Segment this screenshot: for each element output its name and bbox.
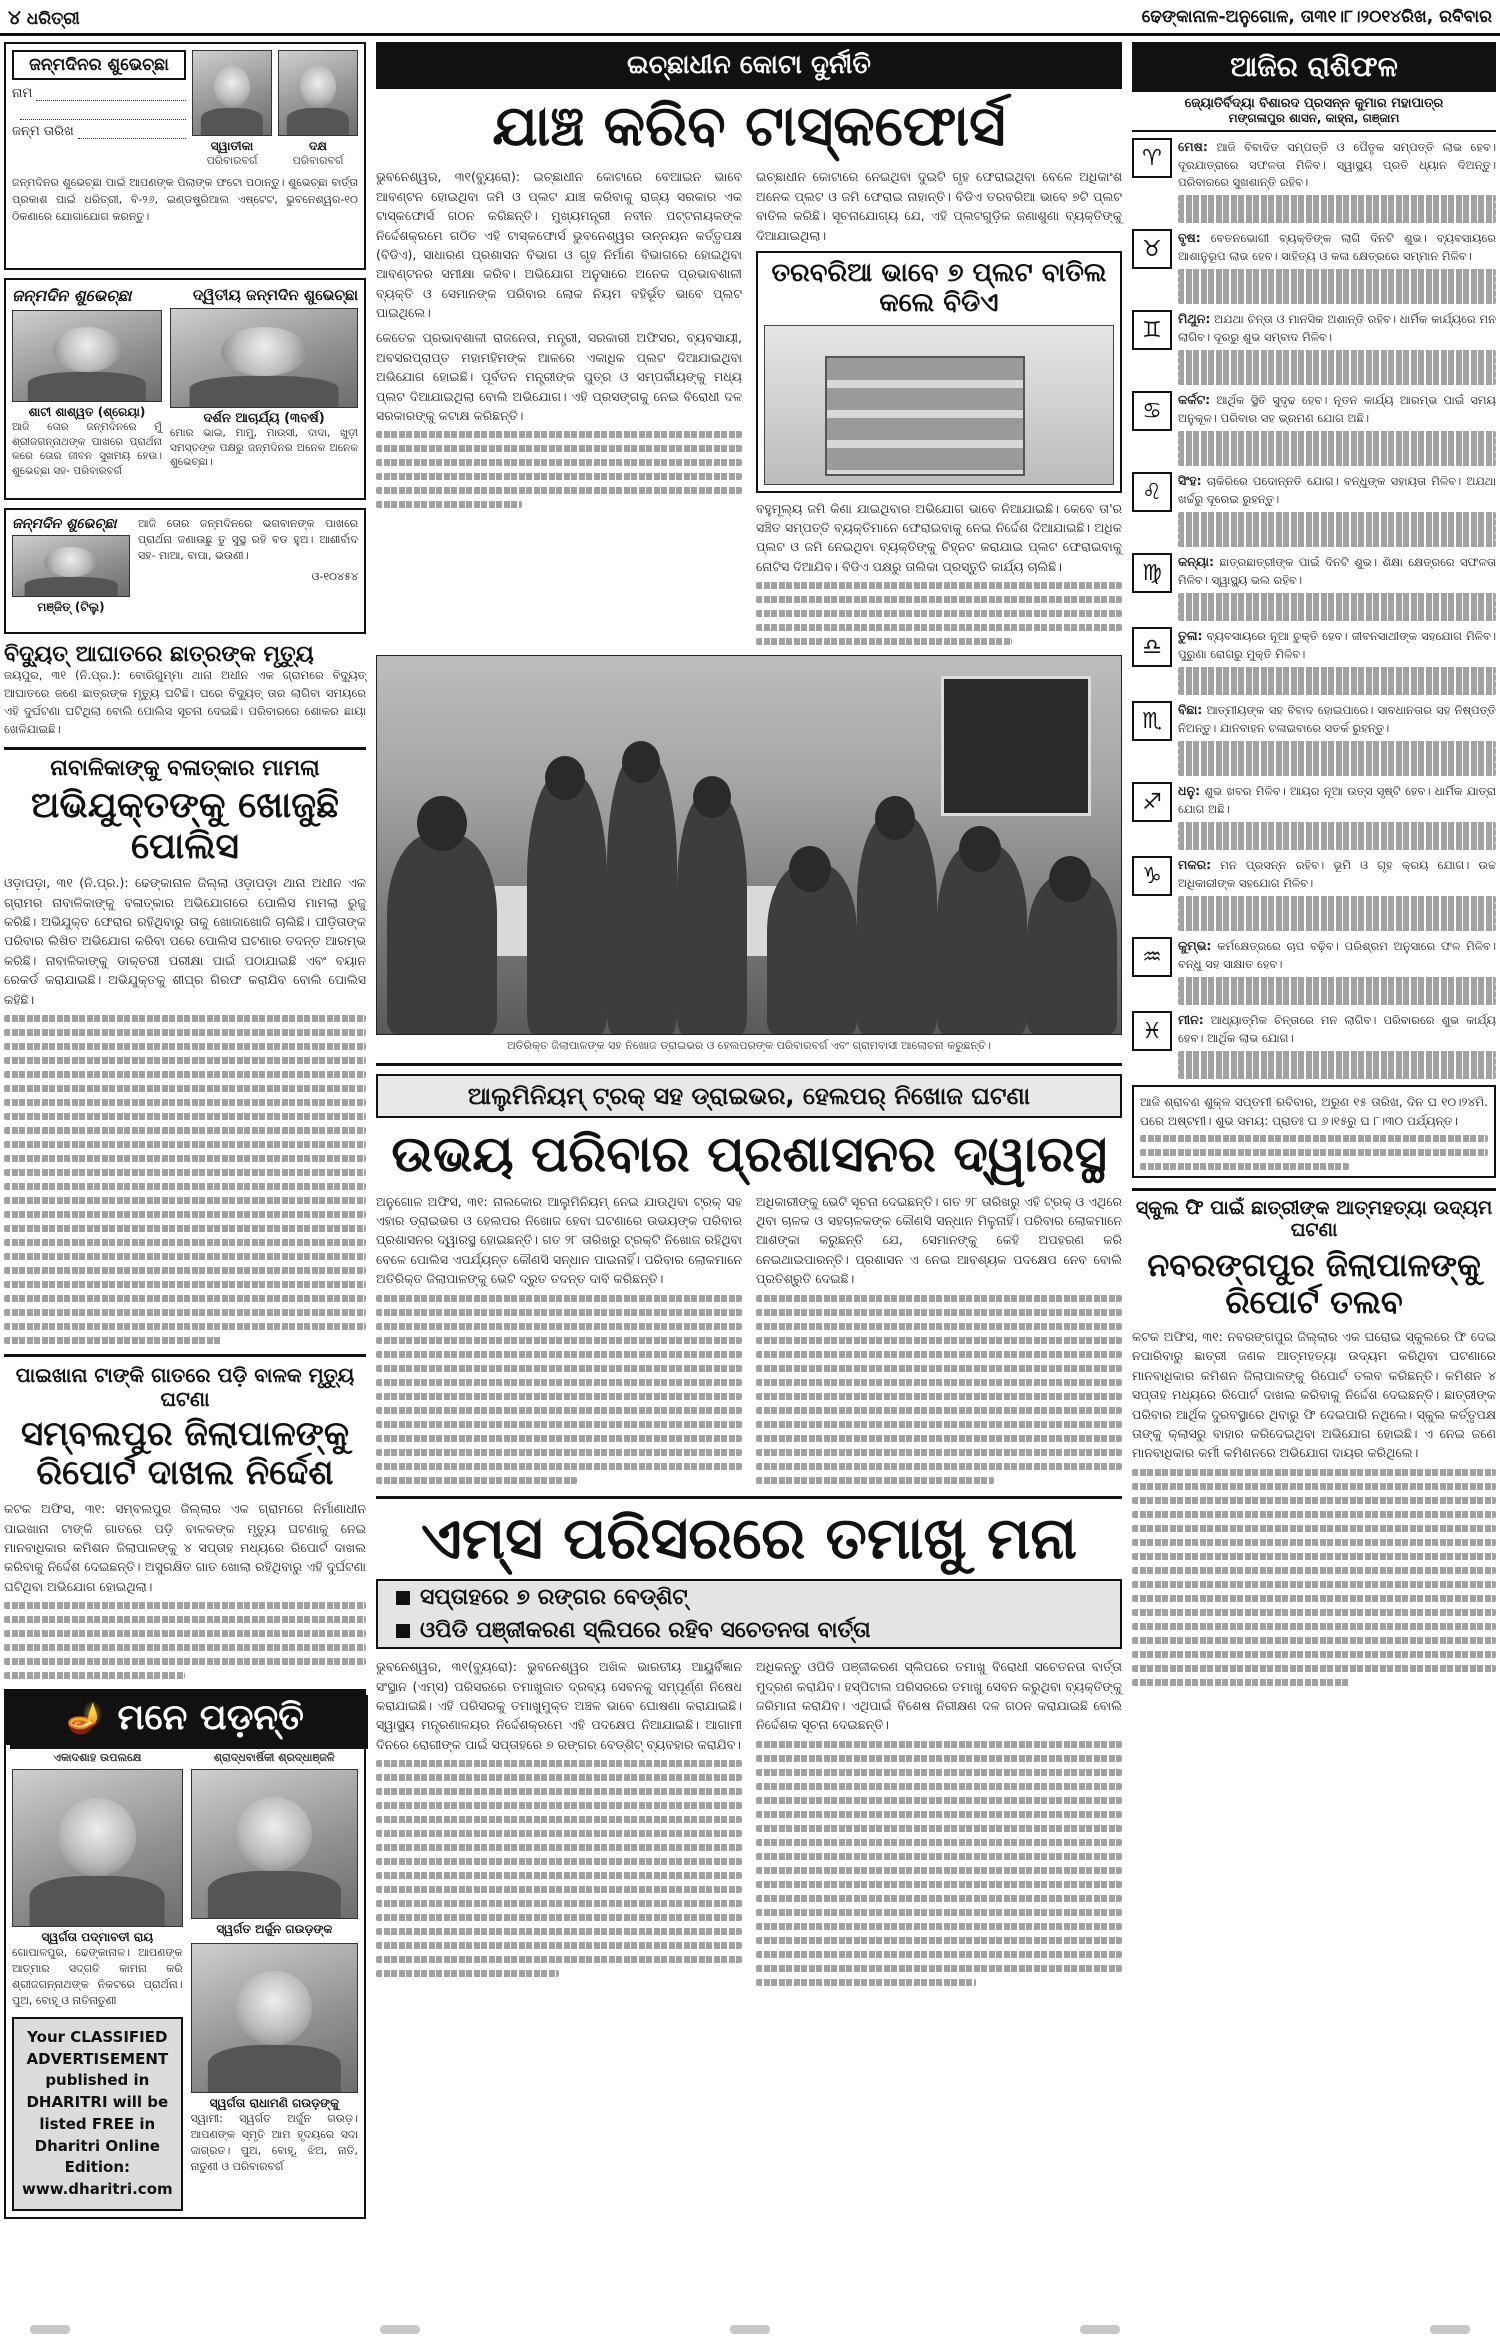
panchanga-box <box>1132 1085 1496 1178</box>
aluminium-headline: ଉଭୟ ପରିବାର ପ୍ରଶାସନର ଦ୍ୱାରସ୍ଥ <box>391 1125 1107 1184</box>
ms-col2: ଅଧିକନ୍ତୁ ଓପିଡି ପଞ୍ଜୀକରଣ ସ୍ଲିପରେ ତମାଖୁ ବିରୋଧୀ ସଚେତନତା ବାର୍ତ୍ତା ମୁଦ୍ରଣ କରାଯିବ। ହସ୍ପିଟାଲ ପରିସରରେ ତମାଖୁ ସେବନ କରୁଥିବା ବ୍ୟକ୍ତିଙ୍କୁ ଜରିମାନା କରାଯିବ। ଏଥିପାଇଁ ବିଶେଷ ନିରୀକ୍ଷଣ ଦଳ ଗଠନ କରାଯାଇଛି ବୋଲି ନିର୍ଦ୍ଦେଶକ ସୂଚନା ଦେଇଛନ୍ତି। <box>756 1659 1122 1733</box>
page-number: ୪ <box>8 4 21 29</box>
edition-date: ଢେଙ୍କାନାଳ-ଅନୁଗୋଳ, ତା୩୧।୮।୨୦୧୪ରିଖ, ରବିବାର <box>1141 6 1492 27</box>
person2-photo <box>191 1769 358 1919</box>
panchanga-more <box>1140 1135 1488 1170</box>
paper-name: ଧରିତ୍ରୀ <box>26 8 80 29</box>
page-masthead <box>8 5 80 29</box>
lead-subheadline: ତରବରିଆ ଭାବେ ୭ ପ୍ଲଟ ବାତିଲ କଲେ ବିଡିଏ <box>771 257 1107 318</box>
card3-title: ଦ୍ୱିତୀୟ ଜନ୍ମଦିନ ଶୁଭେଚ୍ଛା <box>192 286 358 304</box>
horoscope-sign: ♋ କର୍କଟ: ଆର୍ଥିକ ସ୍ଥିତି ସୁଦୃଢ ହେବ। ନୂତନ କାର୍ଯ୍ୟ ଆରମ୍ଭ ପାଇଁ ସମୟ ଅନୁକୂଳ। ପରିବାର ସହ ଭ୍ରମଣ ଯୋଗ ଅଛି। <box>1132 391 1496 466</box>
form-field-blank <box>12 105 186 120</box>
lead-sub-box <box>756 251 1122 493</box>
ms-bullet-2: ଓପିଡି ପଞ୍ଜୀକରଣ ସ୍ଲିପରେ ରହିବ ସଚେତନତା ବାର୍ତ୍ତା <box>378 1614 1120 1647</box>
meeting-photo-caption: ଅତିରିକ୍ତ ଜିଲାପାଳଙ୍କ ସହ ନିଖୋଜ ଡ୍ରାଇଭର ଓ ହେଲପରଙ୍କ ପରିବାରବର୍ଗ ଏବଂ ଗ୍ରାମବାସୀ ଆଲୋଚନା କରୁଛନ୍ତି। <box>507 1039 991 1053</box>
child-photo-2 <box>278 50 358 136</box>
horoscope-list <box>1132 138 1496 1079</box>
zodiac-icon: ♓ <box>1132 1011 1172 1051</box>
zodiac-icon: ♐ <box>1132 782 1172 822</box>
card4-title: ଜନ୍ମଦିନ ଶୁଭେଚ୍ଛା <box>12 516 117 532</box>
zodiac-icon: ♑ <box>1132 856 1172 896</box>
zodiac-icon: ♒ <box>1132 937 1172 977</box>
ms-col1-more <box>376 1760 742 1977</box>
toilet-tank-kicker: ପାଇଖାନା ଟାଙ୍କି ଗାତରେ ପଡ଼ି ବାଳକ ମୃତ୍ୟୁ ଘଟଣା <box>15 1362 355 1411</box>
ms-col1: ଭୁବନେଶ୍ୱର, ୩୧(ବ୍ୟୁରୋ): ଭୁବନେଶ୍ୱର ଅଖିଳ ଭାରତୀୟ ଆୟୁର୍ବିଜ୍ଞାନ ସଂସ୍ଥାନ (ଏମ୍‌ସ) ପରିସରରେ ତମାଖୁଜାତ ଦ୍ରବ୍ୟ ସେବନକୁ ସମ୍ପୂର୍ଣ୍ଣ ନିଷେଧ କରାଯାଇଛି। ଏହି ପରିସରକୁ ତମାଖୁମୁକ୍ତ ଅଞ୍ଚଳ ଭାବେ ଘୋଷଣା କରାଯାଇଛି। ସ୍ୱାସ୍ଥ୍ୟ ମନ୍ତ୍ରଣାଳୟର ନିର୍ଦ୍ଦେଶକ୍ରମେ ଏହି ପଦକ୍ଷେପ ନିଆଯାଇଛି। ଆଗାମୀ ଦିନରେ ରୋଗୀଙ୍କ ପାଇଁ ସପ୍ତାହରେ ୭ ରଙ୍ଗର ବେଡ୍‌ଶିଟ୍ ବ୍ୟବହାର କରାଯିବ। <box>376 1659 742 1752</box>
zodiac-icon: ♊ <box>1132 310 1172 350</box>
zodiac-icon: ♈ <box>1132 138 1172 178</box>
horoscope-sign: ♏ ବିଛା: ଆତ୍ମୀୟଙ୍କ ସହ ବିବାଦ ହୋଇପାରେ। ସାବଧାନତାର ସହ ନିଷ୍ପତ୍ତି ନିଅନ୍ତୁ। ଯାନବାହନ ଚଳାଇବାରେ ସତର୍କ ରୁହନ୍ତୁ। <box>1132 701 1496 776</box>
lead-story-body <box>376 167 1122 645</box>
meeting-photo-block <box>376 655 1122 1053</box>
child-caption-1: ପରିବାରବର୍ଗ <box>206 154 258 167</box>
card2-note: ଆଜି ତୋର ଜନ୍ମଦିନରେ ମୁଁ ଶ୍ରୀଜଗନ୍ନାଥଙ୍କ ପାଖରେ ପ୍ରାର୍ଥନା କରେ ତୋର ଜୀବନ ସୁଖମୟ ହେଉ। ଶୁଭେଚ୍ଛା ସହ- ପରିବାରବର୍ଗ <box>12 421 162 478</box>
ad-code: ଓ-୧୦୪୫୪ <box>311 569 358 583</box>
person3-name: ସ୍ୱର୍ଗତା ରାଧାମଣି ଗଉଡ଼ଙ୍କୁ <box>209 2096 339 2111</box>
sambalpur-story <box>4 1354 366 1679</box>
remember-title: ମନେ ପଡ଼ନ୍ତି <box>117 1697 304 1739</box>
child-name-2: ଦକ୍ଷ <box>309 139 327 153</box>
zodiac-icon: ♉ <box>1132 229 1172 269</box>
zodiac-icon: ♏ <box>1132 701 1172 741</box>
electrocution-body: ଜୟପୁର, ୩୧ (ନି.ପ୍ର.): ବୋରିଗୁମ୍ମା ଥାନା ଅଧୀନ ଏକ ଗ୍ରାମରେ ବିଦ୍ୟୁତ୍ ଆଘାତରେ ଜଣେ ଛାତ୍ରଙ୍କ ମୃତ୍ୟୁ ଘଟିଛି। ଘରେ ବିଦ୍ୟୁତ୍ ତାର ଲାଗିବା ସମୟରେ ଏହି ଦୁର୍ଘଟଣା ଘଟିଥିଲା ବୋଲି ପୋଲିସ ସୂଚନା ଦେଇଛି। ପରିବାରରେ ଶୋକର ଛାୟା ଖେଳିଯାଇଛି। <box>4 668 366 736</box>
electrocution-headline: ବିଦ୍ୟୁତ୍ ଆଘାତରେ ଛାତ୍ରଙ୍କ ମୃତ୍ୟୁ <box>4 642 314 667</box>
astrologer-name: ଜ୍ୟୋତିର୍ବିଦ୍ୟା ବିଶାରଦ ପ୍ରସନ୍ନ କୁମାର ମହାପାତ୍ର <box>1184 96 1444 111</box>
page-scroll-decoration <box>0 2320 1500 2339</box>
middle-column <box>376 42 1122 1986</box>
person1-name: ସ୍ୱର୍ଗତା ପଦ୍ମାବତୀ ରାୟ <box>41 1930 154 1945</box>
birthday-card-pair <box>4 278 366 500</box>
horoscope-sign: ♍ କନ୍ୟା: ଛାତ୍ରଛାତ୍ରୀଙ୍କ ପାଇଁ ଦିନଟି ଶୁଭ। ଶିକ୍ଷା କ୍ଷେତ୍ରରେ ସଫଳତା ମିଳିବ। ସ୍ୱାସ୍ଥ୍ୟ ଭଲ ରହିବ। <box>1132 553 1496 621</box>
child-caption-2: ପରିବାରବର୍ଗ <box>292 154 344 167</box>
person3-note: ସ୍ୱାମୀ: ସ୍ୱର୍ଗତ ଅର୍ଜୁନ ଗଉଡ଼। ଆପଣଙ୍କ ସ୍ମୃତି ଆମ ହୃଦୟରେ ସଦା ଜାଗ୍ରତ। ପୁଅ, ବୋହୂ, ଝିଅ, ନାତି, ନାତୁଣୀ ଓ ପରିବାରବର୍ଗ <box>190 2112 358 2173</box>
meeting-photo <box>376 655 1122 1035</box>
electrocution-story <box>4 642 366 739</box>
remember-title-bar <box>6 1691 364 1745</box>
lead-col2-more <box>756 582 1122 645</box>
horoscope-sign: ♉ ବୃଷ: ବେତନଭୋଗୀ ବ୍ୟକ୍ତିଙ୍କ ଲାଗି ଦିନଟି ଶୁଭ। ବ୍ୟବସାୟରେ ଆଶାନୁରୂପ ଲାଭ ହେବ। ସାହିତ୍ୟ ଓ କଳା କ୍ଷେତ୍ରରେ ସମ୍ମାନ ମିଳିବ। <box>1132 229 1496 304</box>
suicide-kicker: ସ୍କୁଲ ଫି ପାଇଁ ଛାତ୍ରୀଙ୍କ ଆତ୍ମହତ୍ୟା ଉଦ୍ୟମ ଘଟଣା <box>1135 1197 1493 1242</box>
birthday-form-note: ଜନ୍ମଦିନର ଶୁଭେଚ୍ଛା ପାଇଁ ଆପଣଙ୍କ ପିଲାଙ୍କ ଫଟୋ ପଠାନ୍ତୁ। ଶୁଭେଚ୍ଛା ବାର୍ତ୍ତା ପ୍ରକାଶ ପାଇଁ ଧରିତ୍ରୀ, ବି-୨୬, ଇଣ୍ଡଷ୍ଟ୍ରିଆଲ ଏଷ୍ଟେଟ, ଭୁବନେଶ୍ୱର-୧୦ ଠିକଣାରେ ଯୋଗାଯୋଗ କରନ୍ତୁ। <box>12 176 358 224</box>
horoscope-sign: ♊ ମିଥୁନ: ଅଯଥା ଚିନ୍ତା ଓ ମାନସିକ ଅଶାନ୍ତି ରହିବ। ଧାର୍ମିକ କାର୍ଯ୍ୟରେ ମନ ଲାଗିବ। ଦୂରରୁ ଶୁଭ ସମ୍ବାଦ ମିଳିବ। <box>1132 310 1496 385</box>
page-header <box>0 0 1500 36</box>
remember-left-label: ଏକାଦଶାହ ଉପଲକ୍ଷେ <box>53 1751 142 1765</box>
card2-title: ଜନ୍ମଦିନ ଶୁଭେଚ୍ଛା <box>12 286 132 305</box>
horoscope-sign: ♓ ମୀନ: ଆଧ୍ୟାତ୍ମିକ ଚିନ୍ତାରେ ମନ ଲାଗିବ। ପରିବାରରେ ଶୁଭ କାର୍ଯ୍ୟ ହେବ। ଆର୍ଥିକ ଲାଭ ଯୋଗ। <box>1132 1011 1496 1079</box>
lead-col1b: କେତେକ ପ୍ରଭାବଶାଳୀ ରାଜନେତା, ମନ୍ତ୍ରୀ, ସରକାରୀ ଅଫିସର, ବ୍ୟବସାୟୀ, ଅବସରପ୍ରାପ୍ତ ମହାମହିମଙ୍କ ଆଳରେ ଏକାଧିକ ପ୍ଲଟ ଦିଆଯାଇଥିବା ଅଭିଯୋଗ ହୋଇଛି। ପୂର୍ବତନ ମନ୍ତ୍ରୀଙ୍କ ପୁତ୍ର ଓ ସମ୍ପର୍କୀୟଙ୍କୁ ମଧ୍ୟ ପ୍ଲଟ ଦିଆଯାଇଥିଲା ବୋଲି ଅଭିଯୋଗ। ଏହି ପ୍ରସଙ୍ଗକୁ ନେଇ ବିରୋଧୀ ଦଳ ସରକାରଙ୍କୁ କଟାକ୍ଷ କରିଛନ୍ତି। <box>376 330 742 423</box>
birthday-title: ଜନ୍ମଦିନର ଶୁଭେଚ୍ଛା <box>12 50 186 80</box>
aluminium-col1: ଅନୁଗୋଳ ଅଫିସ, ୩୧: ନାଲକୋର ଆଲୁମିନିୟମ୍ ନେଇ ଯାଉଥିବା ଟ୍ରକ୍ ସହ ଏହାର ଡ୍ରାଇଭର ଓ ହେଲପର ନିଖୋଜ ହେବା ଘଟଣାରେ ଉଭୟଙ୍କ ପରିବାର ପ୍ରଶାସନର ଦ୍ୱାରସ୍ଥ ହୋଇଛନ୍ତି। ଗତ ୨୮ ତାରିଖରୁ ଟ୍ରକ୍‌ଟି ନିଖୋଜ ରହିଥିବା ବେଳେ ପୋଲିସ ଏପର୍ଯ୍ୟନ୍ତ କୌଣସି ସନ୍ଧାନ ପାଇନାହିଁ। ପରିବାର ଲୋକମାନେ ଅତିରିକ୍ତ ଜିଲାପାଳଙ୍କୁ ଭେଟି ଦ୍ରୁତ ତଦନ୍ତ ଦାବି କରିଛନ୍ତି। <box>376 1193 742 1287</box>
form-field-dob: ଜନ୍ମ ତାରିଖ <box>12 124 186 139</box>
remember-right-label: ଶ୍ରାଦ୍ଧବାର୍ଷିକୀ ଶ୍ରଦ୍ଧାଞ୍ଜଳି <box>213 1751 335 1765</box>
zodiac-icon: ♍ <box>1132 553 1172 593</box>
person3-photo <box>191 1943 358 2093</box>
horoscope-sign: ♐ ଧନୁ: ଶୁଭ ଖବର ମିଳିବ। ଆୟର ନୂଆ ଉତ୍ସ ସୃଷ୍ଟି ହେବ। ଧାର୍ମିକ ଯାତ୍ରା ଯୋଗ ଅଛି। <box>1132 782 1496 850</box>
card3-name: ଦର୍ଶନ ଆଚାର୍ଯ୍ୟ (୩ବର୍ଷ) <box>203 411 325 426</box>
card4-photo <box>12 535 130 597</box>
ms-bullet-1: ସପ୍ତାହରେ ୭ ରଙ୍ଗର ବେଡ୍‌ଶିଟ୍ <box>378 1581 1120 1614</box>
lead-col2: ଇଚ୍ଛାଧୀନ କୋଟାରେ ନେଇଥିବା ଦୁଇଟି ଗୃହ ଫେରାଇଥିବା ବେଳେ ଅଧିକାଂଶ ଅନେକ ପ୍ଲଟ ଓ ଜମି ଫେରାଇ ନାହାନ୍ତି। ବିଡିଏ ତରବରିଆ ଭାବେ ୭ଟି ପ୍ଲଟ ବାତିଲ କରିଛି। ସୂଚନାଯୋଗ୍ୟ ଯେ, ଏହି ପ୍ଲଟଗୁଡ଼ିକ ଜଣାଶୁଣା ବ୍ୟକ୍ତିଙ୍କୁ ଦିଆଯାଇଥିଲା। <box>756 169 1122 243</box>
lamp-icon: 🪔 <box>66 1700 104 1736</box>
ms-bullets <box>376 1579 1122 1649</box>
card4-name: ମଞ୍ଜିତ୍ (ଟିଲୁ) <box>37 600 105 614</box>
aluminium-kicker: ଆଲୁମିନିୟମ୍ ଟ୍ରକ୍ ସହ ଡ୍ରାଇଭର, ହେଲପର୍ ନିଖୋଜ ଘଟଣା <box>376 1074 1122 1118</box>
minor-case-kicker: ନାବାଳିକାଙ୍କୁ ବଳାତ୍କାର ମାମଲା <box>50 755 320 781</box>
lead-col2b: ବହୁମୂଲ୍ୟ ଜମି କିଣା ଯାଇଥିବାର ଅଭିଯୋଗ ଭାବେ ନିଆଯାଇଛି। କେବେ ତା'ର ସଞ୍ଚିତ ସମ୍ପତ୍ତି ବ୍ୟକ୍ତିମାନେ ଫେରାଇବାକୁ ନେଇ ନିର୍ଦ୍ଦେଶ ଦିଆଯାଇଛି। ଅଧିକ ପ୍ଲଟ ଓ ଜମି ନେଇଥିବା ବ୍ୟକ୍ତିଙ୍କୁ ଚିହ୍ନଟ କରାଯାଇ ପ୍ଲଟ ଫେରାଇବାକୁ ନୋଟିସ ଦିଆଯିବ। ବିଡିଏ ପକ୍ଷରୁ ତାଲିକା ପ୍ରସ୍ତୁତି କାର୍ଯ୍ୟ ଚାଲିଛି। <box>756 500 1122 574</box>
classified-ad: Your CLASSIFIED ADVERTISEMENT published in DHARITRI will be listed FREE in Dharitri Online Edition: www.dharitri.com <box>12 2017 183 2211</box>
birthday-form-box <box>4 42 366 270</box>
right-column <box>1132 42 1496 1686</box>
aluminium-story <box>376 1063 1122 1483</box>
card3-note: ମୋର ଭାଇ, ମାମୁ, ମାଉସୀ, ଦାଦା, ଖୁଡ଼ୀ ସମସ୍ତଙ୍କ ପକ୍ଷରୁ ଜନ୍ମଦିନର ଅନେକ ଅନେକ ଶୁଭେଚ୍ଛା। <box>170 427 358 469</box>
horoscope-sign: ♈ ମେଷ: ଆଜି ବିବାଦିତ ସମ୍ପତ୍ତି ଓ ପୈତୃକ ସମ୍ପତ୍ତି ଲାଭ ହେବ। ଦୂରଯାତ୍ରାରେ ସଫଳତା ମିଳିବ। ସ୍ୱାସ୍ଥ୍ୟ ପ୍ରତି ଧ୍ୟାନ ଦିଅନ୍ତୁ। ପରିବାରରେ ସୁଖଶାନ୍ତି ରହିବ। <box>1132 138 1496 223</box>
minor-case-more-text <box>4 1015 366 1344</box>
card2-name: ଶାଟୀ ଶାଶ୍ୱତ (ଶ୍ରେୟା) <box>28 405 146 419</box>
panchanga-text: ଆଜି ଶ୍ରାବଣ ଶୁକ୍ଳ ସପ୍ତମୀ ରବିବାର, ଅରୁଣ ୧୫ ତାରିଖ, ଦିନ ଘ ୧୦।୨୪ମି. ପରେ ଅଷ୍ଟମୀ। ଶୁଭ ସମୟ: ପ୍ରାତଃ ଘ ୬।୧୫ରୁ ଘ ୮।୩୦ ପର୍ଯ୍ୟନ୍ତ। <box>1140 1095 1488 1128</box>
child-photo-1 <box>192 50 272 136</box>
card3-photo <box>170 308 358 408</box>
remember-section <box>4 1689 366 2219</box>
horoscope-sign: ♑ ମକର: ମନ ପ୍ରସନ୍ନ ରହିବ। ଭୂମି ଓ ଗୃହ କ୍ରୟ ଯୋଗ। ଉଚ୍ଚ ଅଧିକାରୀଙ୍କ ସହଯୋଗ ମିଳିବ। <box>1132 856 1496 931</box>
aluminium-col1-more <box>376 1295 742 1484</box>
zodiac-icon: ♌ <box>1132 472 1172 512</box>
form-field-name: ନାମ <box>12 86 186 101</box>
minor-case-story <box>4 747 366 1344</box>
card2-photo <box>12 310 162 402</box>
astrologer-address: ମଙ୍ଗଳାପୁର ଶାସନ, କାହ୍ନା, ଗଞ୍ଜାମ <box>1132 111 1496 132</box>
aluminium-col2-more <box>756 1295 1122 1484</box>
person2-name: ସ୍ୱର୍ଗତ ଅର୍ଜୁନ ଗଉଡ଼ଙ୍କ <box>216 1922 333 1937</box>
ms-story <box>376 1496 1122 1986</box>
zodiac-icon: ♎ <box>1132 627 1172 667</box>
apartment-photo <box>764 325 1114 485</box>
card4-note: ଆଜି ତୋର ଜନ୍ମଦିନରେ ଭଗବାନଙ୍କ ପାଖରେ ପ୍ରାର୍ଥନା ଜଣାଉଛୁ ତୁ ସୁସ୍ଥ ରହି ବଡ ହୁଅ। ଆଶୀର୍ବାଦ ସହ- ମାଆ, ବାପା, ଭଉଣୀ। <box>138 517 358 562</box>
suicide-more <box>1132 1469 1496 1686</box>
birthday-card-4 <box>4 508 366 634</box>
aluminium-col2: ଅଧିକାରୀଙ୍କୁ ଭେଟି ସୂଚନା ଦେଇଛନ୍ତି। ଗତ ୨୮ ତାରିଖରୁ ଏହି ଟ୍ରକ୍ ଓ ଏଥିରେ ଥିବା ଚାଳକ ଓ ସହଚାଳକଙ୍କ କୌଣସି ସନ୍ଧାନ ମିଳୁନାହିଁ। ପରିବାର ଲୋକମାନେ ଆଶଙ୍କା କରୁଛନ୍ତି ଯେ, ସେମାନଙ୍କୁ କେହି ଅପହରଣ କରି ନେଇଥାଇପାରନ୍ତି। ପ୍ରଶାସନ ଏ ନେଇ ଆବଶ୍ୟକ ପଦକ୍ଷେପ ନେବ ବୋଲି ପ୍ରତିଶ୍ରୁତି ଦେଇଛି। <box>756 1193 1122 1287</box>
child-name-1: ସ୍ୱାତୀକା <box>210 139 254 153</box>
horoscope-title: ଆଜିର ରାଶିଫଳ <box>1132 42 1496 92</box>
suicide-story <box>1132 1188 1496 1685</box>
suicide-body: କଟକ ଅଫିସ, ୩୧: ନବରଙ୍ଗପୁର ଜିଲ୍ଲାର ଏକ ଘରୋଇ ସ୍କୁଲରେ ଫି ଦେଇ ନପାରିବାରୁ ଛାତ୍ରୀ ଜଣକ ଆତ୍ମହତ୍ୟା ଉଦ୍ୟମ କରିଥିବା ଘଟଣାରେ ମାନବାଧିକାର କମିଶନ ଜିଲାପାଳଙ୍କୁ ରିପୋର୍ଟ ତଲବ କରିଛନ୍ତି। କମିଶନ ୪ ସପ୍ତାହ ମଧ୍ୟରେ ରିପୋର୍ଟ ଦାଖଲ କରିବାକୁ ନିର୍ଦ୍ଦେଶ ଦେଇଛନ୍ତି। ଛାତ୍ରୀଙ୍କ ପରିବାର ଆର୍ଥିକ ଦୁରବସ୍ଥାରେ ଥିବାରୁ ଫି ଦେଇପାରି ନଥିଲେ। ସ୍କୁଲ କର୍ତ୍ତୃପକ୍ଷ ତାଙ୍କୁ କ୍ଲାସରୁ ବାହାର କରିଦେଇଥିବା ଅଭିଯୋଗ ହୋଇଛି। ଏ ନେଇ ଜଣେ ମାନବାଧିକାର କର୍ମୀ କମିଶନରେ ଅଭିଯୋଗ ଦାୟର କରିଥିଲେ। <box>1132 1329 1496 1461</box>
sambalpur-body: କଟକ ଅଫିସ, ୩୧: ସମ୍ବଲପୁର ଜିଲ୍ଲାର ଏକ ଗ୍ରାମରେ ନିର୍ମାଣାଧୀନ ପାଇଖାନା ଟାଙ୍କି ଗାତରେ ପଡ଼ି ବାଳକଙ୍କ ମୃତ୍ୟୁ ଘଟଣାକୁ ନେଇ ମାନବାଧିକାର କମିଶନ ଜିଲାପାଳଙ୍କୁ ୪ ସପ୍ତାହ ମଧ୍ୟରେ ରିପୋର୍ଟ ଦାଖଲ କରିବାକୁ ନିର୍ଦ୍ଦେଶ ଦେଇଛନ୍ତି। ଅସୁରକ୍ଷିତ ଗାତ ଖୋଲା ରହିଥିବାରୁ ଏହି ଦୁର୍ଘଟଣା ଘଟିଥିବା ଅଭିଯୋଗ ହୋଇଥିଲା। <box>4 1501 366 1594</box>
suicide-headline: ନବରଙ୍ଗପୁର ଜିଲାପାଳଙ୍କୁ ରିପୋର୍ଟ ତଲବ <box>1147 1246 1481 1322</box>
minor-case-headline: ଅଭିଯୁକ୍ତଙ୍କୁ ଖୋଜୁଛି ପୋଲିସ <box>31 784 339 867</box>
sambalpur-headline: ସମ୍ବଲପୁର ଜିଲାପାଳଙ୍କୁ ରିପୋର୍ଟ ଦାଖଲ ନିର୍ଦ୍ଦେଶ <box>20 1413 350 1494</box>
ms-col2-more <box>756 1741 1122 1986</box>
person1-photo <box>12 1769 183 1927</box>
horoscope-sign: ♎ ତୁଳା: ବ୍ୟବସାୟରେ ନୂଆ ଚୁକ୍ତି ହେବ। ଜୀବନସାଥୀଙ୍କ ସହଯୋଗ ମିଳିବ। ପୁରୁଣା ରୋଗରୁ ମୁକ୍ତି ମିଳିବ। <box>1132 627 1496 695</box>
lead-headline: ଯାଞ୍ଚ କରିବ ଟାସ୍କଫୋର୍ସ <box>492 94 1006 159</box>
person1-note: ଗୋପାଳପୁର, ଢେଙ୍କାନାଳ। ଆପଣଙ୍କ ଆତ୍ମାର ସଦ୍‌ଗତି କାମନା କରି ଶ୍ରୀଜଗନ୍ନାଥଙ୍କ ନିକଟରେ ପ୍ରାର୍ଥନା। ପୁଅ, ବୋହୂ ଓ ନାତିନାତୁଣୀ <box>12 1946 183 2007</box>
sambalpur-more-text <box>4 1602 366 1679</box>
horoscope-sign: ♒ କୁମ୍ଭ: କର୍ମକ୍ଷେତ୍ରରେ ଚାପ ବଢ଼ିବ। ପରିଶ୍ରମ ଅନୁସାରେ ଫଳ ମିଳିବ। ବନ୍ଧୁ ସହ ସାକ୍ଷାତ ହେବ। <box>1132 937 1496 1005</box>
lead-col1: ଭୁବନେଶ୍ୱର, ୩୧(ବ୍ୟୁରୋ): ଇଚ୍ଛାଧୀନ କୋଟାରେ ବେଆଇନ ଭାବେ ଆବଣ୍ଟନ ହୋଇଥିବା ଜମି ଓ ପ୍ଲଟ ଯାଞ୍ଚ କରିବାକୁ ରାଜ୍ୟ ସରକାର ଏକ ଟାସ୍କଫୋର୍ସ ଗଠନ କରିଛନ୍ତି। ମୁଖ୍ୟମନ୍ତ୍ରୀ ନବୀନ ପଟ୍ଟନାୟକଙ୍କ ନିର୍ଦ୍ଦେଶକ୍ରମେ ଗଠିତ ଏହି ଟାସ୍କଫୋର୍ସ ଭୁବନେଶ୍ୱର ଉନ୍ନୟନ କର୍ତ୍ତୃପକ୍ଷ (ବିଡିଏ), ସାଧାରଣ ପ୍ରଶାସନ ବିଭାଗ ଓ ଗୃହ ନିର୍ମାଣ ବିଭାଗରେ ହୋଇଥିବା ଆବଣ୍ଟନର ସମୀକ୍ଷା କରିବ। ଅଭିଯୋଗ ଅନୁସାରେ ଅନେକ ପ୍ରଭାବଶାଳୀ ବ୍ୟକ୍ତି ଓ ସେମାନଙ୍କ ପରିବାର ଲୋକ ନିୟମ ବହିର୍ଭୂତ ଭାବେ ପ୍ଲଟ ପାଇଥିଲେ। <box>376 169 742 321</box>
minor-case-body: ଓଡ଼ାପଡ଼ା, ୩୧ (ନି.ପ୍ର.): ଢେଙ୍କାନାଳ ଜିଲ୍ଲା ଓଡ଼ାପଡ଼ା ଥାନା ଅଧୀନ ଏକ ଗ୍ରାମର ନାବାଳିକାଙ୍କୁ ବଳାତ୍କାର ଅଭିଯୋଗରେ ପୋଲିସ ମାମଲା ରୁଜୁ କରିଛି। ଅଭିଯୁକ୍ତ ଫେରାର ରହିଥିବାରୁ ତାକୁ ଖୋଜାଖୋଜି ଚାଲିଛି। ପୀଡ଼ିତାଙ୍କ ପରିବାର ଲିଖିତ ଅଭିଯୋଗ କରିବା ପରେ ପୋଲିସ ଘଟଣାର ତଦନ୍ତ ଆରମ୍ଭ କରିଛି। ନାବାଳିକାଙ୍କୁ ଡାକ୍ତରୀ ପରୀକ୍ଷା ପାଇଁ ପଠାଯାଇଛି ଏବଂ ବୟାନ ରେକର୍ଡ କରାଯାଇଛି। ଅଭିଯୁକ୍ତକୁ ଶୀଘ୍ର ଗିରଫ କରାଯିବ ବୋଲି ପୋଲିସ କହିଛି। <box>4 875 366 1007</box>
lead-kicker: ଇଚ୍ଛାଧୀନ କୋଟା ଦୁର୍ନୀତି <box>376 42 1122 89</box>
zodiac-icon: ♋ <box>1132 391 1172 431</box>
lead-col1-more <box>376 431 742 508</box>
horoscope-sign: ♌ ସିଂହ: ଚାକିରିରେ ପଦୋନ୍ନତି ଯୋଗ। ବନ୍ଧୁଙ୍କ ସହାୟତା ମିଳିବ। ଅଯଥା ଖର୍ଚ୍ଚରୁ ଦୂରେଇ ରୁହନ୍ତୁ। <box>1132 472 1496 547</box>
left-column <box>4 42 366 2219</box>
ms-headline: ଏମ୍‌ସ ପରିସରରେ ତମାଖୁ ମନା <box>420 1503 1078 1572</box>
